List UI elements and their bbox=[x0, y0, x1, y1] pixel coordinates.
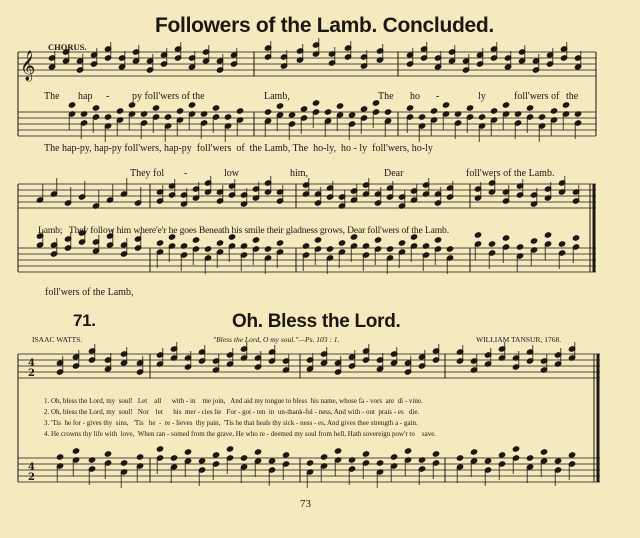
svg-text:4: 4 bbox=[28, 462, 35, 473]
verse-1: 1. Oh, bless the Lord, my soul! Let all with - in me join, And aid my tongue to bless his name, whose fa - vors are di - vine. bbox=[44, 397, 423, 405]
page-number: 73 bbox=[300, 498, 311, 510]
hymn-title: Oh. Bless the Lord. bbox=[232, 311, 401, 332]
verse-4: 4. He crowns thy life with love, When ran - somed from the grave, He who re - deemed my soul from hell, Hath sovereign pow'r to save. bbox=[44, 430, 437, 438]
svg-text:𝄞: 𝄞 bbox=[20, 51, 36, 81]
lyrics-line2-top: They fol - low him, Dear foll'wers of the Lamb. bbox=[130, 168, 555, 179]
lyrics-line2-bottom: foll'wers of the Lamb, bbox=[45, 287, 134, 298]
verse-2: 2. Oh, bless the Lord, my soul! Nor let his mer - cies lie For - got - ten in un-thank-ful - ness, And with - out prais - es die. bbox=[44, 408, 420, 416]
svg-text:2: 2 bbox=[28, 472, 35, 483]
scripture-reference: "Bless the Lord, O my soul."—Ps. 103 : 1. bbox=[213, 335, 340, 344]
verse-3: 3. 'Tis he for - gives thy sins, 'Tis he - re - lieves thy pain, 'Tis he that heals thy sick - ness - es, And gives thee strength a - gain. bbox=[44, 419, 418, 427]
section-title: Followers of the Lamb. Concluded. bbox=[155, 14, 494, 37]
chorus-label: CHORUS. bbox=[48, 42, 87, 52]
hymn-author: ISAAC WATTS. bbox=[32, 335, 83, 344]
lyrics-line2-mid: Lamb; They follow him where'e'r he goes Beneath his smile their gladness grows, Dear foll'wers of the Lamb. bbox=[38, 225, 449, 236]
svg-text:4: 4 bbox=[28, 358, 35, 369]
lyrics-line1-top: The hap - py foll'wers of the Lamb, The ho - ly foll'wers of the bbox=[44, 91, 579, 102]
svg-text:2: 2 bbox=[28, 368, 35, 379]
hymn-composer: WILLIAM TANSUR, 1768. bbox=[476, 335, 562, 344]
hymn-number: 71. bbox=[73, 311, 96, 330]
lyrics-line1-bottom: The hap-py, hap-py foll'wers, hap-py foll'wers of the Lamb, The ho-ly, ho - ly foll'wers, ho-ly bbox=[44, 143, 433, 154]
